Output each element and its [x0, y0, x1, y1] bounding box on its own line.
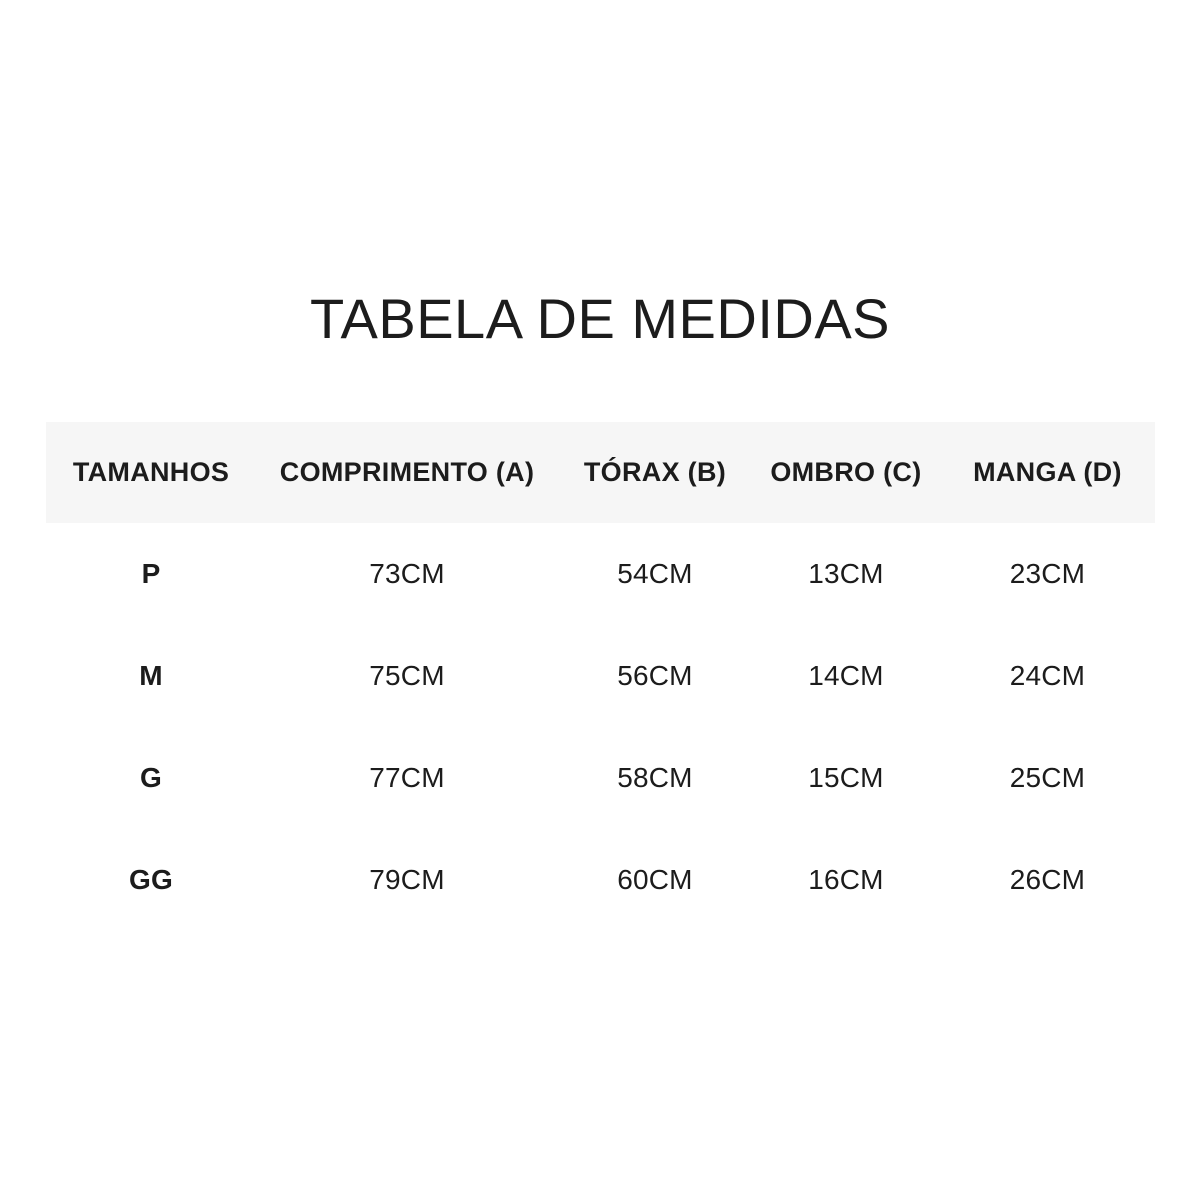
table-row	[46, 829, 1155, 931]
comprimento-cell: 79CM	[369, 864, 445, 895]
torax-cell: 58CM	[617, 762, 693, 793]
size-label: P	[141, 558, 161, 589]
column-header-comprimento: COMPRIMENTO (A)	[279, 457, 535, 487]
size-label: GG	[129, 864, 173, 895]
table-row	[46, 625, 1155, 727]
comprimento-cell: 73CM	[369, 558, 445, 589]
column-header-ombro: OMBRO (C)	[770, 457, 922, 487]
ombro-cell: 13CM	[808, 558, 884, 589]
table-row	[46, 727, 1155, 829]
column-header-manga: MANGA (D)	[973, 457, 1122, 487]
manga-cell: 23CM	[1009, 558, 1086, 589]
comprimento-cell: 75CM	[369, 660, 445, 691]
torax-cell: 54CM	[617, 558, 693, 589]
manga-cell: 24CM	[1009, 660, 1086, 691]
page-title: TABELA DE MEDIDAS	[309, 287, 891, 350]
size-label: M	[139, 660, 163, 691]
comprimento-cell: 77CM	[369, 762, 445, 793]
manga-cell: 25CM	[1009, 762, 1086, 793]
torax-cell: 60CM	[617, 864, 693, 895]
manga-cell: 26CM	[1009, 864, 1086, 895]
size-label: G	[140, 762, 162, 793]
column-header-torax: TÓRAX (B)	[583, 457, 727, 487]
ombro-cell: 14CM	[808, 660, 884, 691]
column-header-tamanhos: TAMANHOS	[72, 457, 230, 487]
table-header-row	[46, 422, 1155, 523]
ombro-cell: 15CM	[808, 762, 884, 793]
table-row	[46, 523, 1155, 625]
measurements-table	[46, 422, 1155, 931]
ombro-cell: 16CM	[808, 864, 884, 895]
torax-cell: 56CM	[617, 660, 693, 691]
